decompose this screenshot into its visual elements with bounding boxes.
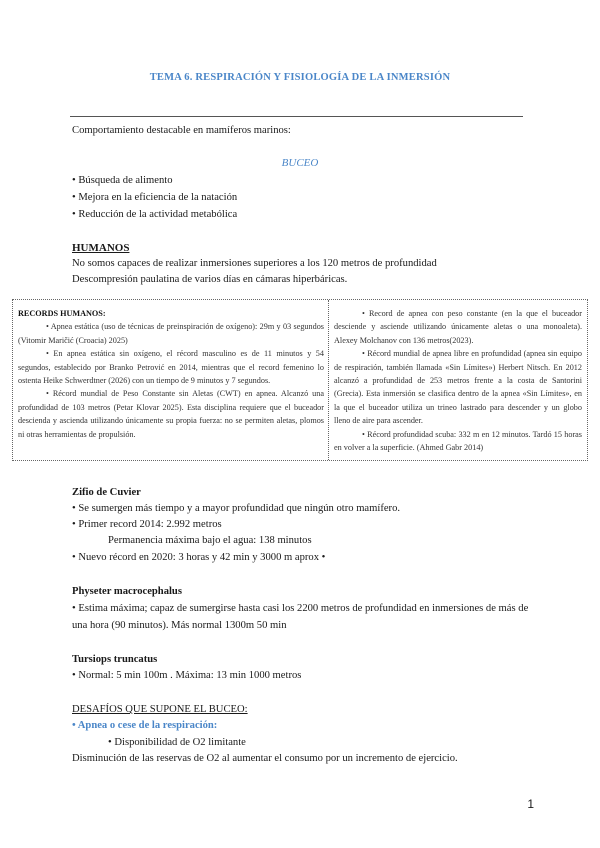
intro-text: Comportamiento destacable en mamíferos marinos: xyxy=(72,125,291,136)
physeter-heading: Physeter macrocephalus xyxy=(72,586,182,597)
records-right-column xyxy=(334,307,582,454)
record-paragraph: • Récord profundidad scuba: 332 m en 12 minutos. Tardó 15 horas en volver a la superficie. (Ahmed Gabr 2014) xyxy=(334,429,582,453)
zifio-line: • Nuevo récord en 2020: 3 horas y 42 min y 3000 m aprox • xyxy=(72,552,326,563)
list-item: • Mejora en la eficiencia de la natación xyxy=(72,192,238,203)
title-divider xyxy=(70,116,523,117)
record-paragraph: • Record de apnea con peso constante (en la que el buceador desciende y asciende utilizando únicamente aletas o una monoaleta). Alexey Molchanov con 136 metros(2023). xyxy=(334,309,582,345)
page-number: 1 xyxy=(527,797,534,811)
desafios-line: Disminución de las reservas de O2 al aumentar el consumo por un incremento de ejercicio. xyxy=(72,753,458,764)
record-paragraph: • Récord mundial de apnea libre en profundidad (apnea sin equipo de respiración, también llamada «Sin Límites») Herbert Nitsch. En 2012 alcanzó a profundidad de 253 metros frente a la costa de Santorini (Grecia). Esta inmersión se clasifica dentro de la apnea «Sin Límites», en la que el buceador utiliza un trineo lastrado para descender y un globo lleno de aire para ascender. xyxy=(334,349,582,426)
physeter-line: • Estima máxima; capaz de sumergirse hasta casi los 2200 metros de profundidad en inmersiones de más de xyxy=(72,603,529,614)
page-title: TEMA 6. RESPIRACIÓN Y FISIOLOGÍA DE LA INMERSIÓN xyxy=(149,72,451,83)
humanos-heading: HUMANOS xyxy=(72,242,130,254)
desafios-heading: DESAFÍOS QUE SUPONE EL BUCEO: xyxy=(72,704,248,715)
desafios-sub: • Disponibilidad de O2 limitante xyxy=(108,737,246,748)
list-item: • Búsqueda de alimento xyxy=(72,175,173,186)
tursiops-heading: Tursiops truncatus xyxy=(72,654,158,665)
buceo-heading: BUCEO xyxy=(281,157,319,169)
record-paragraph: • Récord mundial de Peso Constante sin Aletas (CWT) en apnea. Alcanzó una profundidad de 103 metros (Petar Klovar 2025). Esta disciplina requiere que el buceador descienda y ascienda utilizando únicamente su propia fuerza: no se permiten aletas, plomos ni otras herramientas de propulsión. xyxy=(18,389,324,439)
humanos-line: Descompresión paulatina de varios días en cámaras hiperbáricas. xyxy=(72,274,348,285)
records-left-column xyxy=(18,307,324,441)
record-paragraph: • Apnea estática (uso de técnicas de preinspiración de oxígeno): 29m y 03 segundos (Vitomir Maričić (Croacia) 2025) xyxy=(18,322,324,345)
list-item: • Reducción de la actividad metabólica xyxy=(72,209,238,220)
zifio-line: Permanencia máxima bajo el agua: 138 minutos xyxy=(108,535,312,546)
zifio-heading: Zifio de Cuvier xyxy=(72,487,141,498)
record-paragraph: • En apnea estática sin oxígeno, el récord masculino es de 11 minutos y 54 segundos, establecido por Branko Petrović en 2014, mientras que el record femenino lo ostenta Heike Schwerdtner (2026) con un tiempo de 9 minutos y 7 segundos. xyxy=(18,349,324,386)
zifio-line: • Primer record 2014: 2.992 metros xyxy=(72,519,222,530)
records-box-divider xyxy=(328,300,329,460)
zifio-line: • Se sumergen más tiempo y a mayor profundidad que ningún otro mamífero. xyxy=(72,503,401,514)
records-title: RECORDS HUMANOS: xyxy=(18,309,106,318)
physeter-line: una hora (90 minutos). Más normal 1300m 50 min xyxy=(72,620,287,631)
desafios-bullet: • Apnea o cese de la respiración: xyxy=(72,720,218,731)
tursiops-line: • Normal: 5 min 100m . Máxima: 13 min 1000 metros xyxy=(72,670,302,681)
humanos-line: No somos capaces de realizar inmersiones superiores a los 120 metros de profundidad xyxy=(72,258,437,269)
